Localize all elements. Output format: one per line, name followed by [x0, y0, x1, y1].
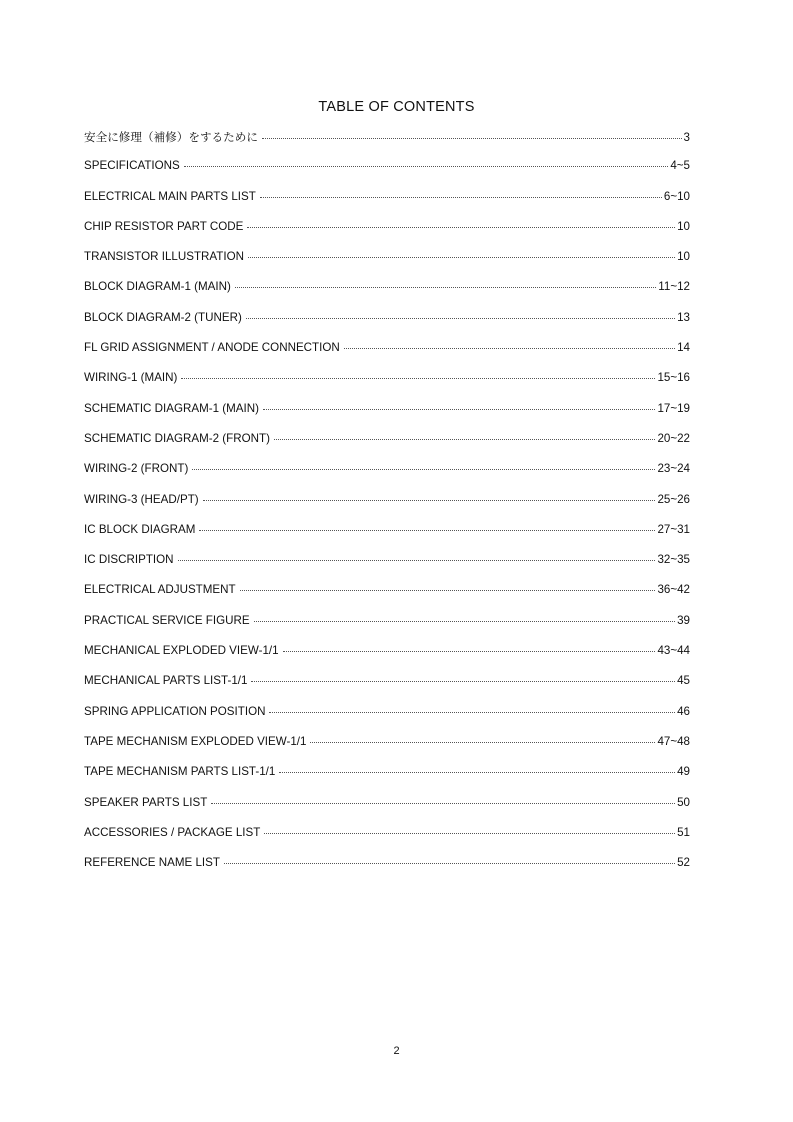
toc-entry-page: 25~26	[657, 492, 690, 506]
toc-entry-page: 14	[677, 341, 690, 355]
toc-entry[interactable]	[84, 311, 690, 341]
toc-entry-title: WIRING-1 (MAIN)	[84, 371, 178, 385]
toc-entry-title: SCHEMATIC DIAGRAM-1 (MAIN)	[84, 401, 259, 415]
dot-leader	[262, 138, 682, 139]
toc-entry-title: ELECTRICAL ADJUSTMENT	[84, 583, 236, 597]
toc-entry-title: BLOCK DIAGRAM-2 (TUNER)	[84, 310, 242, 324]
toc-entry-title: CHIP RESISTOR PART CODE	[84, 219, 244, 233]
dot-leader	[240, 590, 656, 591]
toc-entry-page: 10	[677, 250, 690, 264]
dot-leader	[254, 621, 676, 622]
toc-entry-title: FL GRID ASSIGNMENT / ANODE CONNECTION	[84, 341, 340, 355]
toc-entry-title: REFERENCE NAME LIST	[84, 856, 220, 870]
toc-entry-title: ELECTRICAL MAIN PARTS LIST	[84, 189, 256, 203]
toc-entry-page: 27~31	[657, 522, 690, 536]
toc-entry-page: 11~12	[658, 280, 690, 294]
toc-entry[interactable]	[84, 735, 690, 765]
toc-entry-page: 50	[677, 795, 690, 809]
toc-entry-page: 32~35	[657, 553, 690, 567]
dot-leader	[283, 651, 656, 652]
toc-entry-page: 13	[677, 310, 690, 324]
page-title: TABLE OF CONTENTS	[318, 99, 475, 115]
toc-entry[interactable]	[84, 523, 690, 553]
dot-leader	[263, 409, 655, 410]
toc-entry-page: 10	[677, 219, 690, 233]
toc-entry[interactable]	[84, 826, 690, 856]
dot-leader	[178, 560, 656, 561]
toc-entry[interactable]	[84, 462, 690, 492]
dot-leader	[274, 439, 656, 440]
toc-entry-page: 20~22	[657, 431, 690, 445]
toc-entry-page: 17~19	[657, 401, 690, 415]
toc-entry[interactable]	[84, 553, 690, 583]
toc-entry-title: ACCESSORIES / PACKAGE LIST	[84, 825, 261, 839]
dot-leader	[203, 500, 656, 501]
dot-leader	[251, 681, 675, 682]
toc-entry-page: 15~16	[657, 371, 690, 385]
toc-entry-title: TAPE MECHANISM EXPLODED VIEW-1/1	[84, 734, 307, 748]
dot-leader	[260, 197, 662, 198]
toc-entry-title: TRANSISTOR ILLUSTRATION	[84, 250, 244, 264]
toc-entry[interactable]	[84, 220, 690, 250]
toc-entry-page: 23~24	[657, 462, 690, 476]
toc-entry[interactable]	[84, 583, 690, 613]
toc-entry[interactable]	[84, 402, 690, 432]
toc-entry[interactable]	[84, 190, 690, 220]
toc-entry[interactable]	[84, 674, 690, 704]
toc-entry[interactable]	[84, 644, 690, 674]
toc-entry-page: 6~10	[663, 189, 690, 203]
toc-entry-title: PRACTICAL SERVICE FIGURE	[84, 613, 250, 627]
toc-entry-page: 4~5	[670, 159, 690, 173]
toc-entry[interactable]	[84, 614, 690, 644]
dot-leader	[199, 530, 655, 531]
dot-leader	[246, 318, 675, 319]
dot-leader	[344, 348, 675, 349]
toc-entry-page: 47~48	[657, 734, 690, 748]
toc-entry-title: IC BLOCK DIAGRAM	[84, 522, 196, 536]
toc-entry[interactable]	[84, 796, 690, 826]
toc-entry-title: SPRING APPLICATION POSITION	[84, 704, 266, 718]
dot-leader	[247, 227, 675, 228]
dot-leader	[211, 803, 675, 804]
dot-leader	[310, 742, 655, 743]
toc-entry[interactable]	[84, 280, 690, 310]
dot-leader	[264, 833, 675, 834]
toc-entry-title: WIRING-3 (HEAD/PT)	[84, 492, 199, 506]
toc-entry-page: 45	[677, 674, 690, 688]
dot-leader	[235, 287, 656, 288]
toc-entry-title: MECHANICAL EXPLODED VIEW-1/1	[84, 644, 279, 658]
toc-entry[interactable]	[84, 341, 690, 371]
toc-entry[interactable]	[84, 371, 690, 401]
toc-entry[interactable]	[84, 765, 690, 795]
toc-entry-page: 43~44	[657, 644, 690, 658]
toc-entry-title: 安全に修理（補修）をするために	[84, 131, 258, 144]
toc-entry-page: 36~42	[657, 583, 690, 597]
toc-entry-title: IC DISCRIPTION	[84, 553, 174, 567]
toc-entry-page: 49	[677, 765, 690, 779]
toc-entry-title: SPECIFICATIONS	[84, 159, 180, 173]
toc-entry[interactable]	[84, 250, 690, 280]
toc-entry[interactable]	[84, 129, 690, 159]
toc-entry-title: BLOCK DIAGRAM-1 (MAIN)	[84, 280, 231, 294]
toc-entry-title: WIRING-2 (FRONT)	[84, 462, 189, 476]
toc-entry[interactable]	[84, 432, 690, 462]
table-of-contents	[84, 129, 690, 886]
toc-entry-page: 3	[683, 131, 690, 144]
dot-leader	[248, 257, 675, 258]
dot-leader	[279, 772, 675, 773]
dot-leader	[184, 166, 669, 167]
toc-entry-title: TAPE MECHANISM PARTS LIST-1/1	[84, 765, 276, 779]
toc-entry-title: MECHANICAL PARTS LIST-1/1	[84, 674, 248, 688]
toc-entry[interactable]	[84, 493, 690, 523]
toc-entry-page: 46	[677, 704, 690, 718]
toc-entry-page: 51	[677, 825, 690, 839]
dot-leader	[192, 469, 655, 470]
page-number: 2	[393, 1045, 400, 1057]
toc-entry-title: SCHEMATIC DIAGRAM-2 (FRONT)	[84, 431, 270, 445]
dot-leader	[224, 863, 675, 864]
toc-entry-page: 52	[677, 856, 690, 870]
dot-leader	[269, 712, 675, 713]
toc-entry[interactable]	[84, 856, 690, 886]
toc-entry-page: 39	[677, 613, 690, 627]
toc-entry-title: SPEAKER PARTS LIST	[84, 795, 208, 809]
toc-entry[interactable]	[84, 705, 690, 735]
dot-leader	[181, 378, 655, 379]
toc-entry[interactable]	[84, 159, 690, 189]
